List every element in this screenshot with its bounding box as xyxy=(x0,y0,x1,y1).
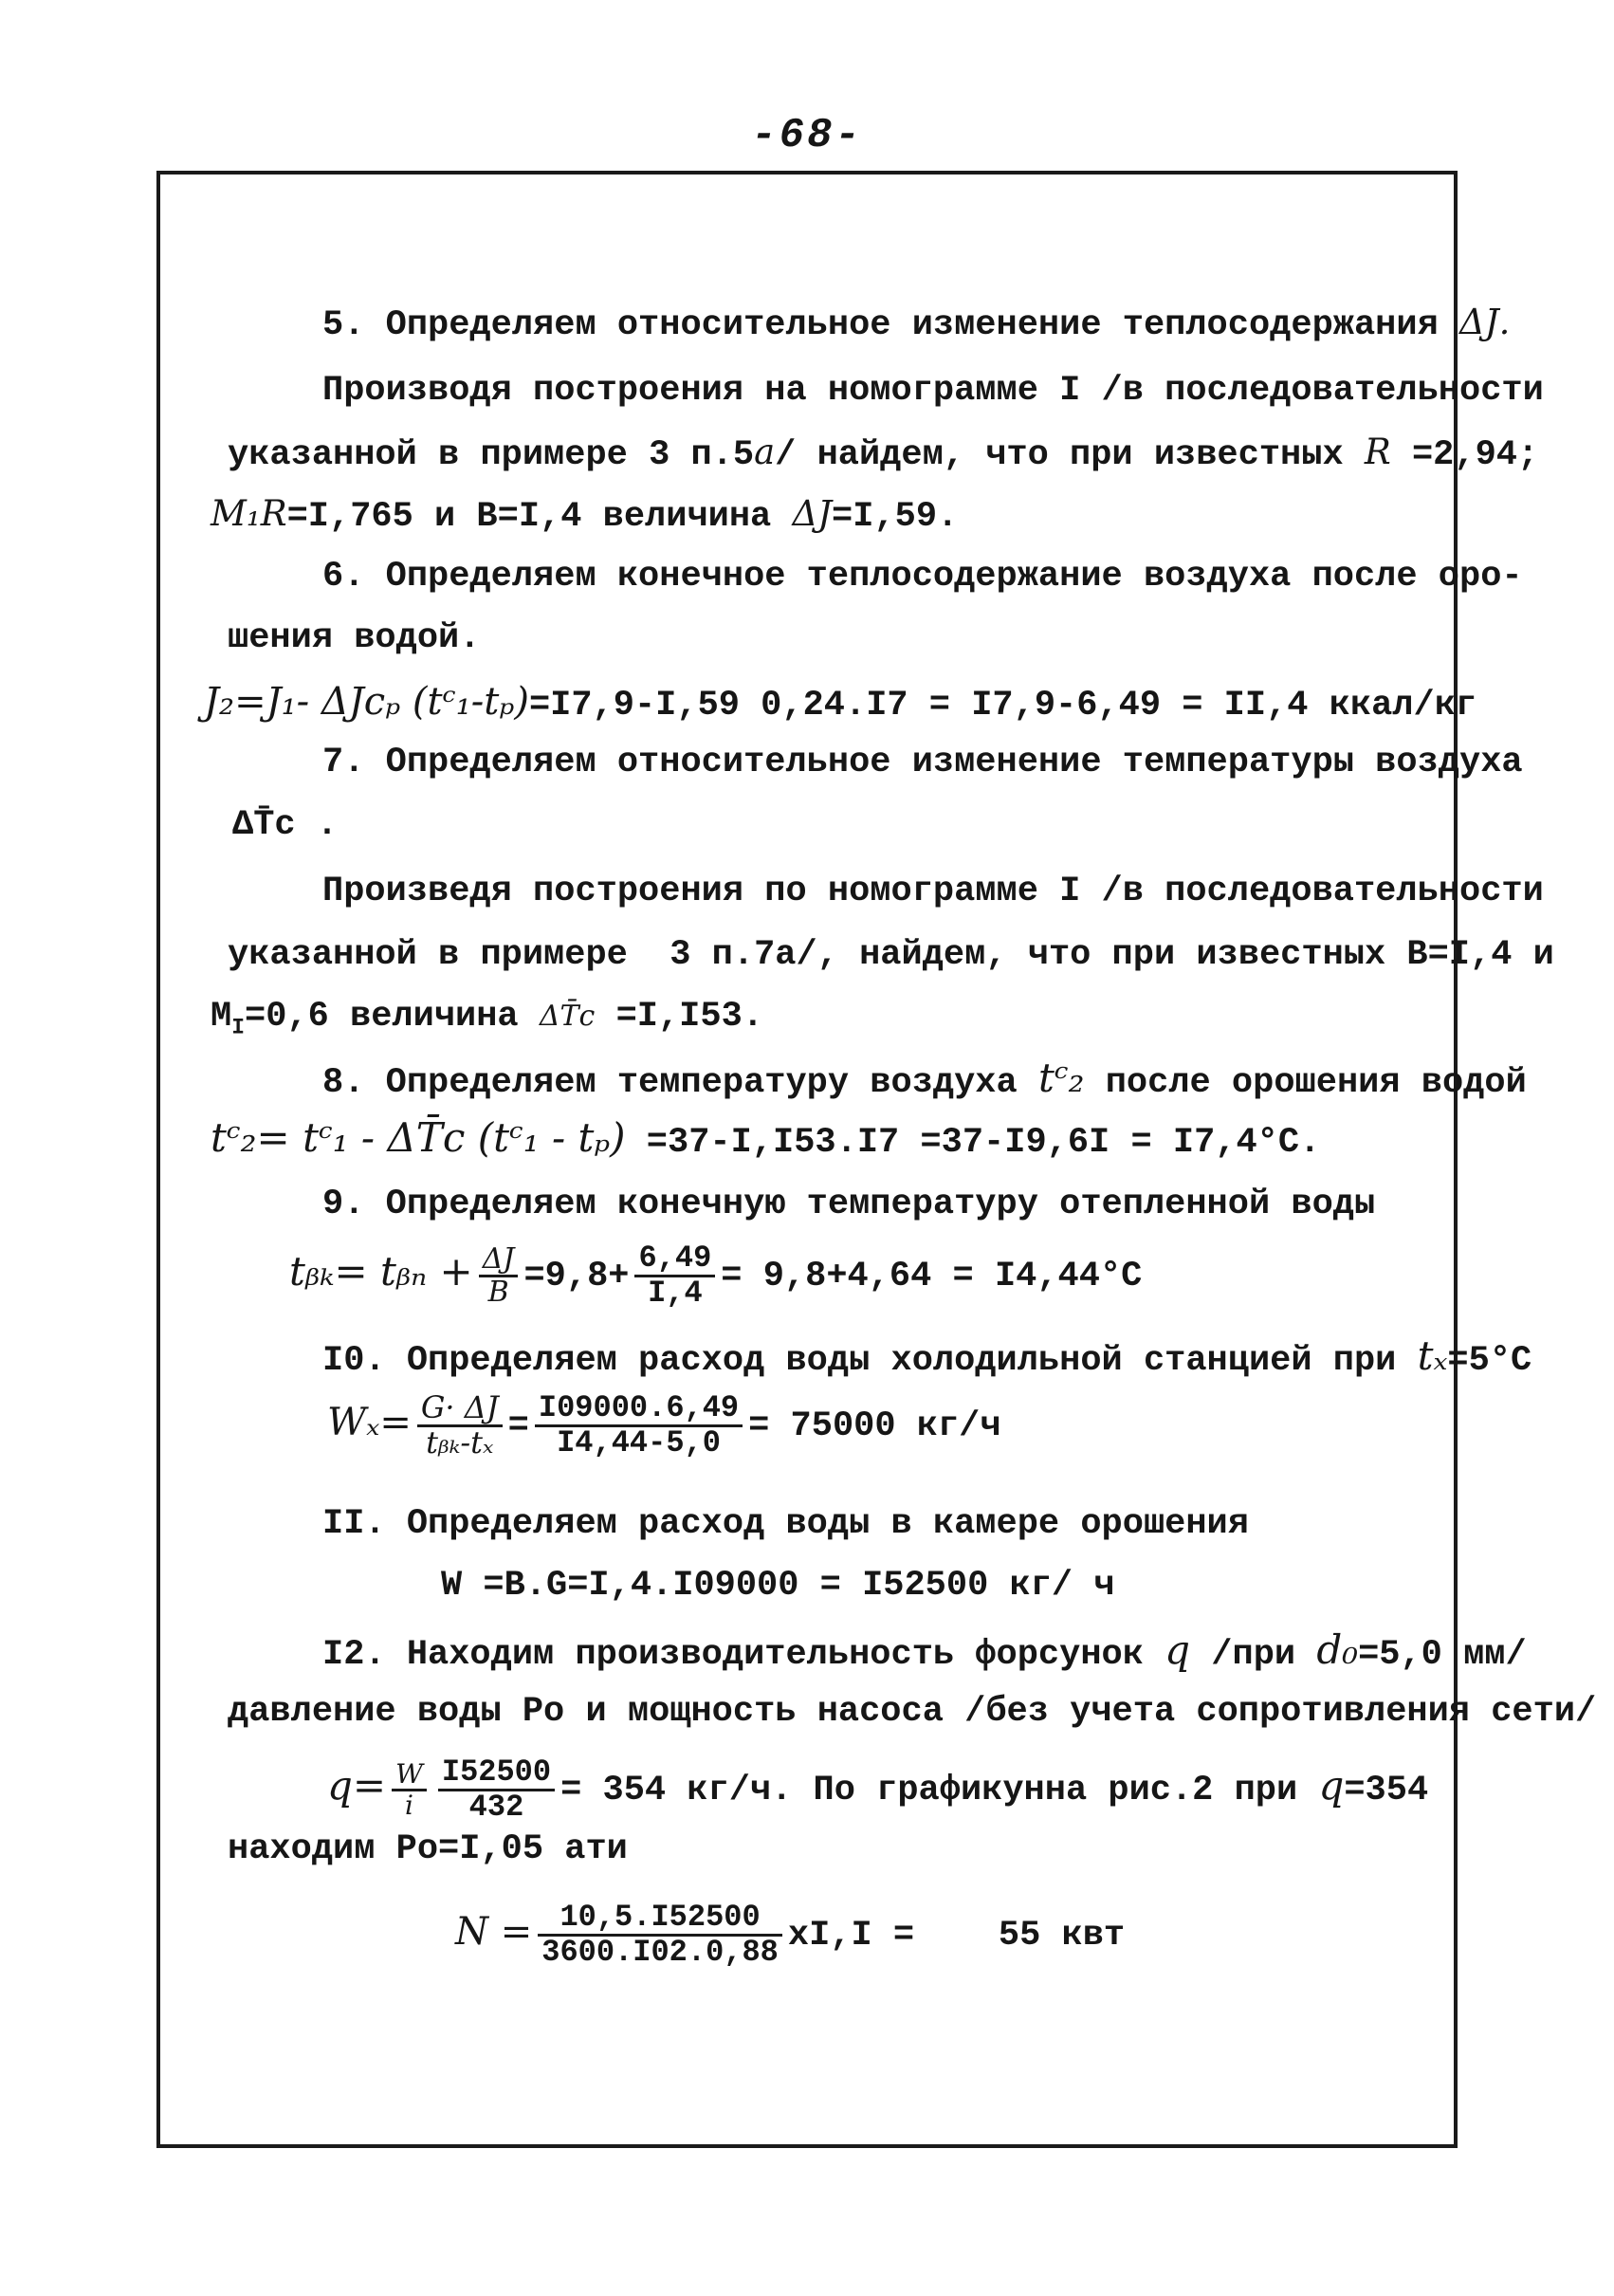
s6-heading: 6. Определяем конечное теплосодержание воздуха после оро- xyxy=(322,557,1523,597)
s9-equation-handwritten: tᵦₖ= tᵦₙ + xyxy=(289,1247,473,1295)
s10-fraction-1-denominator: tᵦₖ-tₓ xyxy=(426,1424,494,1460)
s6-equation xyxy=(204,681,1476,726)
s12-fraction-1-numerator: W xyxy=(392,1760,427,1791)
s9-fraction-2-denominator: I,4 xyxy=(648,1275,703,1311)
s12-heading-text-c: =5,0 мм/ xyxy=(1358,1635,1527,1675)
s8-heading-tc2: tᶜ₂ xyxy=(1037,1055,1085,1101)
s5-p3-handwritten: M₁R xyxy=(211,493,287,534)
s12-equation-end: = 354 кг/ч. По графикунна рис.2 при xyxy=(560,1770,1298,1810)
s7-paragraph-line-1: Произведя построения по номограмме I /в последовательности xyxy=(322,872,1544,911)
s8-heading-text-a: 8. Определяем температуру воздуха xyxy=(322,1063,1018,1103)
s5-p2-text-b: / найдем, что при известных xyxy=(775,435,1344,475)
s9-fraction-1-denominator: B xyxy=(487,1275,509,1309)
s5-paragraph-line-2 xyxy=(228,432,1538,476)
s7-paragraph-line-2: указанной в примере 3 п.7а/, найдем, что при известных B=I,4 и xyxy=(228,935,1554,975)
s10-equation-handwritten: Wₓ= xyxy=(327,1400,412,1444)
delta-j-symbol: ΔЈ. xyxy=(1459,302,1511,342)
page-number: -68- xyxy=(751,112,863,159)
s8-equation-text: =37-I,I53.I7 =37-I9,6I = I7,4°C. xyxy=(646,1123,1321,1163)
s8-equation-handwritten: tᶜ₂= tᶜ₁ - ΔT̄c (tᶜ₁ - tₚ) xyxy=(211,1114,626,1161)
s9-heading: 9. Определяем конечную температуру отепленной воды xyxy=(322,1185,1376,1224)
s10-equation-end: = 75000 кг/ч xyxy=(748,1405,1001,1446)
s10-fraction-1 xyxy=(417,1389,503,1460)
s9-fraction-1 xyxy=(479,1244,519,1307)
s12-equation-q: q xyxy=(1318,1761,1345,1809)
s12-heading-d0: d₀ xyxy=(1316,1626,1359,1673)
s5-p2-text-c: =2,94; xyxy=(1411,435,1539,475)
s5-p3-text-b: =I,59. xyxy=(832,497,959,537)
n-fraction-numerator: 10,5.I52500 xyxy=(538,1901,782,1937)
s7-p3-delta-t: ΔT̄c xyxy=(539,1000,596,1033)
s10-equation xyxy=(327,1389,1001,1460)
n-fraction xyxy=(538,1901,782,1968)
s10-heading-text-a: I0. Определяем расход воды холодильной станцией при xyxy=(322,1341,1397,1381)
s10-heading xyxy=(322,1332,1532,1382)
s9-fraction-2-numerator: 6,49 xyxy=(634,1242,715,1277)
n-fraction-denominator: 3600.I02.0,88 xyxy=(541,1934,779,1970)
s9-equation-end: = 9,8+4,64 = I4,44°C xyxy=(721,1256,1143,1296)
s12-equation-end-2: =354 xyxy=(1344,1770,1429,1810)
n-equation-handwritten: N = xyxy=(455,1909,533,1954)
s10-heading-tx: tₓ xyxy=(1417,1332,1448,1379)
s5-p3-text-a: =I,765 и B=I,4 величина xyxy=(286,497,772,537)
s5-p2-handwritten: a xyxy=(754,432,776,472)
s8-heading-text-b: после орошения водой xyxy=(1105,1063,1527,1103)
s12-heading-text-b: /при xyxy=(1211,1635,1296,1675)
s11-equation: W =B.G=I,4.I09000 = I52500 кг/ ч xyxy=(441,1566,1115,1606)
s11-heading: II. Определяем расход воды в камере орошения xyxy=(322,1504,1249,1544)
s6-equation-text: =I7,9-I,59 0,24.I7 = I7,9-6,49 = II,4 ккал/кг xyxy=(528,686,1477,726)
s8-equation xyxy=(211,1114,1321,1164)
s5-p3-delta-j: ΔЈ xyxy=(792,493,833,534)
s5-heading: 5. Определяем относительное изменение теплосодержания xyxy=(322,305,1439,345)
s10-fraction-2 xyxy=(535,1392,743,1459)
s10-fraction-1-numerator: G· ΔЈ xyxy=(417,1392,503,1427)
s12-paragraph-line-3: находим Po=I,05 ати xyxy=(228,1829,628,1869)
s7-delta-t-symbol: ΔT̄c . xyxy=(232,805,339,845)
s12-fraction-1-denominator: i xyxy=(404,1789,413,1821)
s10-fraction-2-numerator: I09000.6,49 xyxy=(535,1392,743,1427)
s12-heading xyxy=(322,1626,1527,1676)
s10-fraction-2-denominator: I4,44-5,0 xyxy=(557,1424,721,1460)
s7-p3-subscript: I xyxy=(231,1015,245,1040)
s7-p3-text-b: =0,6 величина xyxy=(244,997,519,1037)
s12-equation xyxy=(327,1756,1428,1823)
s5-heading-line xyxy=(322,302,1510,346)
s9-fraction-2 xyxy=(634,1242,715,1309)
s12-fraction-2-denominator: 432 xyxy=(468,1789,524,1825)
n-equation xyxy=(455,1901,1125,1968)
s12-heading-q: q xyxy=(1165,1626,1191,1673)
s10-heading-text-b: =5°C xyxy=(1447,1341,1532,1381)
s12-paragraph-line-2: давление воды Po и мощность насоса /без учета сопротивления сети/ xyxy=(228,1692,1597,1732)
s6-paragraph-line-2: шения водой. xyxy=(228,618,481,658)
s9-fraction-1-numerator: ΔЈ xyxy=(479,1244,519,1277)
s5-paragraph-line-3 xyxy=(211,493,958,538)
s5-p2-R: R xyxy=(1364,432,1391,472)
s10-equals: = xyxy=(507,1405,529,1446)
s12-fraction-1 xyxy=(392,1760,427,1819)
s5-paragraph-line-1: Производя построения на номограмме I /в последовательности xyxy=(322,371,1544,411)
s5-p2-text-a: указанной в примере 3 п.5 xyxy=(228,435,755,475)
s12-fraction-2-numerator: I52500 xyxy=(438,1756,555,1791)
s9-equation-mid: =9,8+ xyxy=(523,1256,630,1296)
s8-heading xyxy=(322,1057,1527,1104)
s12-heading-text-a: I2. Находим производительность форсунок xyxy=(322,1635,1144,1675)
s7-paragraph-line-3 xyxy=(211,996,763,1048)
n-equation-end: xI,I = 55 квт xyxy=(787,1915,1126,1956)
s12-fraction-2 xyxy=(438,1756,555,1823)
s7-heading: 7. Определяем относительное изменение температуры воздуха xyxy=(322,743,1523,782)
s7-p3-M: M xyxy=(211,997,232,1037)
s12-equation-handwritten: q= xyxy=(327,1761,387,1809)
s7-p3-text-c: =I,I53. xyxy=(615,997,763,1037)
s6-equation-handwritten: J₂=J₁- ΔЈcₚ (tᶜ₁-tₚ) xyxy=(204,680,529,724)
s9-equation xyxy=(289,1242,1142,1309)
